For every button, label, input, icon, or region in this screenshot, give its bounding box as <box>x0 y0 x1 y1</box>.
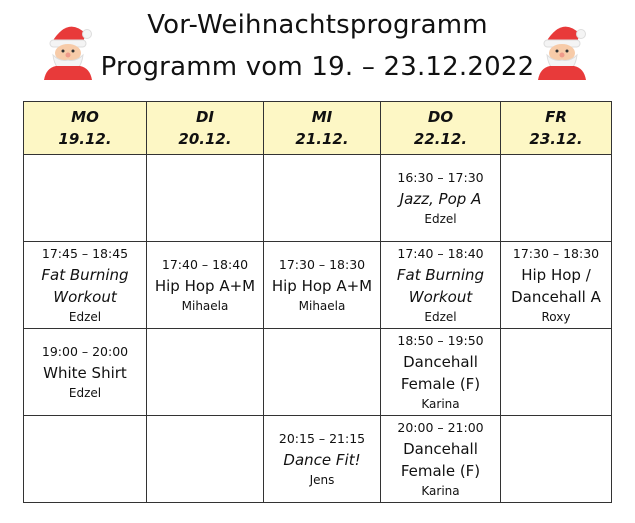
class-name: Dancehall <box>403 353 478 371</box>
class-name: Hip Hop A+M <box>154 277 256 295</box>
class-name: Dancehall <box>403 440 478 458</box>
class-name: Dancehall A <box>511 288 601 306</box>
class-name: Jazz, Pop A <box>399 190 482 208</box>
empty-slot <box>501 155 612 242</box>
class-name: Fat Burning <box>396 266 485 284</box>
class-slot <box>24 242 147 329</box>
class-time: 17:40 – 18:40 <box>397 246 484 261</box>
schedule-table <box>23 101 612 503</box>
schedule-row <box>24 329 612 416</box>
page-subtitle: Programm vom 19. – 23.12.2022 <box>100 52 535 82</box>
class-name: Workout <box>408 288 473 306</box>
santa-claus-icon <box>42 20 94 80</box>
class-name: Hip Hop / <box>521 266 591 284</box>
class-trainer: Roxy <box>541 310 571 324</box>
santa-claus-icon <box>536 20 588 80</box>
empty-slot <box>501 416 612 503</box>
class-name: Workout <box>53 288 117 306</box>
empty-slot <box>24 416 147 503</box>
class-trainer: Mihaela <box>181 299 229 313</box>
empty-slot <box>501 329 612 416</box>
class-trainer: Karina <box>421 484 460 498</box>
class-slot <box>147 242 264 329</box>
class-name: Female (F) <box>400 462 481 480</box>
day-header-fr: FR 23.12. <box>501 102 612 155</box>
class-trainer: Edzel <box>424 310 457 324</box>
class-trainer: Edzel <box>68 310 102 324</box>
empty-slot <box>264 329 381 416</box>
class-name: Hip Hop A+M <box>271 277 373 295</box>
class-time: 17:30 – 18:30 <box>278 257 366 272</box>
class-name: Female (F) <box>400 375 481 393</box>
class-time: 17:30 – 18:30 <box>512 246 600 261</box>
class-trainer: Karina <box>421 397 460 411</box>
class-slot <box>381 416 501 503</box>
class-time: 17:45 – 18:45 <box>41 246 129 261</box>
empty-slot <box>264 155 381 242</box>
class-name: Fat Burning <box>41 266 129 284</box>
class-slot <box>264 416 381 503</box>
class-time: 20:00 – 21:00 <box>397 420 484 435</box>
class-time: 17:40 – 18:40 <box>161 257 249 272</box>
day-header-row <box>24 102 612 155</box>
empty-slot <box>147 155 264 242</box>
schedule-row <box>24 242 612 329</box>
schedule-row <box>24 416 612 503</box>
class-slot <box>24 329 147 416</box>
class-trainer: Edzel <box>424 212 457 226</box>
class-time: 19:00 – 20:00 <box>41 344 129 359</box>
class-slot <box>381 155 501 242</box>
schedule-row <box>24 155 612 242</box>
class-time: 16:30 – 17:30 <box>397 170 484 185</box>
class-time: 20:15 – 21:15 <box>278 431 366 446</box>
class-trainer: Mihaela <box>298 299 346 313</box>
class-time: 18:50 – 19:50 <box>397 333 484 348</box>
class-name: Dance Fit! <box>283 451 361 469</box>
day-header-di: DI 20.12. <box>147 102 264 155</box>
empty-slot <box>147 416 264 503</box>
class-slot <box>381 242 501 329</box>
day-header-mo: MO 19.12. <box>24 102 147 155</box>
empty-slot <box>147 329 264 416</box>
class-slot <box>381 329 501 416</box>
class-slot <box>501 242 612 329</box>
day-header-do: DO 22.12. <box>381 102 501 155</box>
day-header-mi: MI 21.12. <box>264 102 381 155</box>
class-slot <box>264 242 381 329</box>
class-name: White Shirt <box>43 364 127 382</box>
class-trainer: Jens <box>309 473 335 487</box>
class-trainer: Edzel <box>68 386 102 400</box>
empty-slot <box>24 155 147 242</box>
page-title: Vor-Weihnachtsprogramm <box>147 10 488 40</box>
